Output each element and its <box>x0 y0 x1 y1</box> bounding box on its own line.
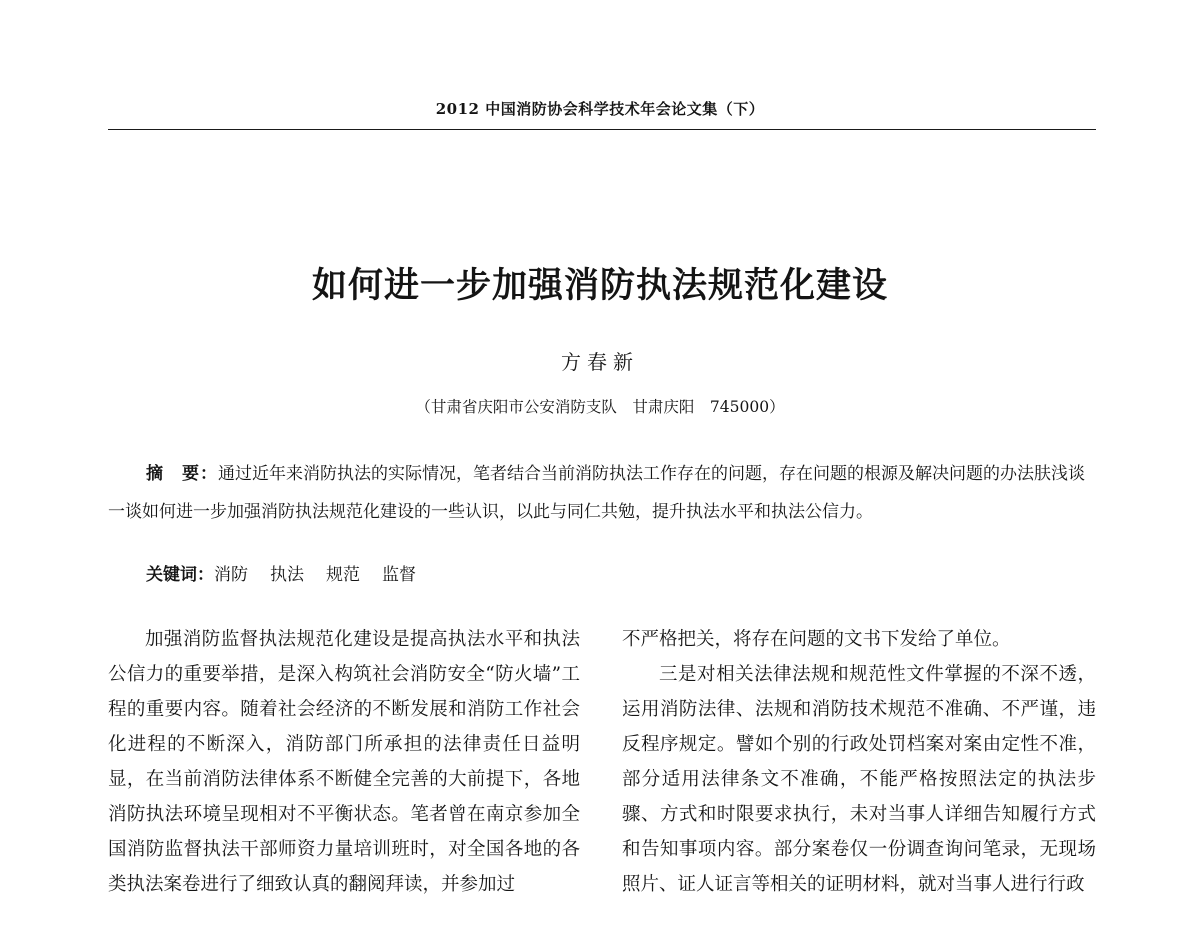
body-paragraph: 加强消防监督执法规范化建设是提高执法水平和执法公信力的重要举措，是深入构筑社会消防安全“防火墙”工程的重要内容。随着社会经济的不断发展和消防工作社会化进程的不断深入，消防部门所承担的法律责任日益明显，在当前消防法律体系不断健全完善的大前提下，各地消防执法环境呈现相对不平衡状态。笔者曾在南京参加全国消防监督执法干部师资力量培训班时，对全国各地的各类执法案卷进行了细致认真的翻阅拜读，并参加过 <box>108 629 580 895</box>
abstract <box>108 455 1096 531</box>
author-name: 方春新 <box>561 350 639 374</box>
keywords <box>146 560 1096 590</box>
body-column-right <box>622 622 1096 902</box>
abstract-text: 通过近年来消防执法的实际情况，笔者结合当前消防执法工作存在的问题，存在问题的根源及解决问题的办法肤浅谈一谈如何进一步加强消防执法规范化建设的一些认识，以此与同仁共勉，提升执法水平和执法公信力。 <box>108 464 1085 522</box>
body-paragraph: 三是对相关法律法规和规范性文件掌握的不深不透，运用消防法律、法规和消防技术规范不准确、不严谨，违反程序规定。譬如个别的行政处罚档案对案由定性不准，部分适用法律条文不准确，不能严格按照法定的执法步骤、方式和时限要求执行，未对当事人详细告知履行方式和告知事项内容。部分案卷仅一份调查询问笔录，无现场照片、证人证言等相关的证明材料，就对当事人进行行政 <box>622 664 1096 895</box>
keyword-item: 监督 <box>382 565 416 585</box>
keyword-item: 规范 <box>326 565 360 585</box>
header-rule <box>108 129 1096 130</box>
keyword-item: 执法 <box>270 565 304 585</box>
body-column-left <box>108 622 580 902</box>
abstract-label: 摘 要： <box>146 464 218 484</box>
article-title: 如何进一步加强消防执法规范化建设 <box>311 265 888 306</box>
running-header: 2012 中国消防协会科学技术年会论文集（下） <box>435 100 765 118</box>
author-affiliation: （甘肃省庆阳市公安消防支队 甘肃庆阳 745000） <box>415 398 785 416</box>
keyword-item: 消防 <box>214 565 248 585</box>
body-paragraph: 不严格把关，将存在问题的文书下发给了单位。 <box>622 629 1011 650</box>
keywords-label: 关键词： <box>146 565 214 585</box>
